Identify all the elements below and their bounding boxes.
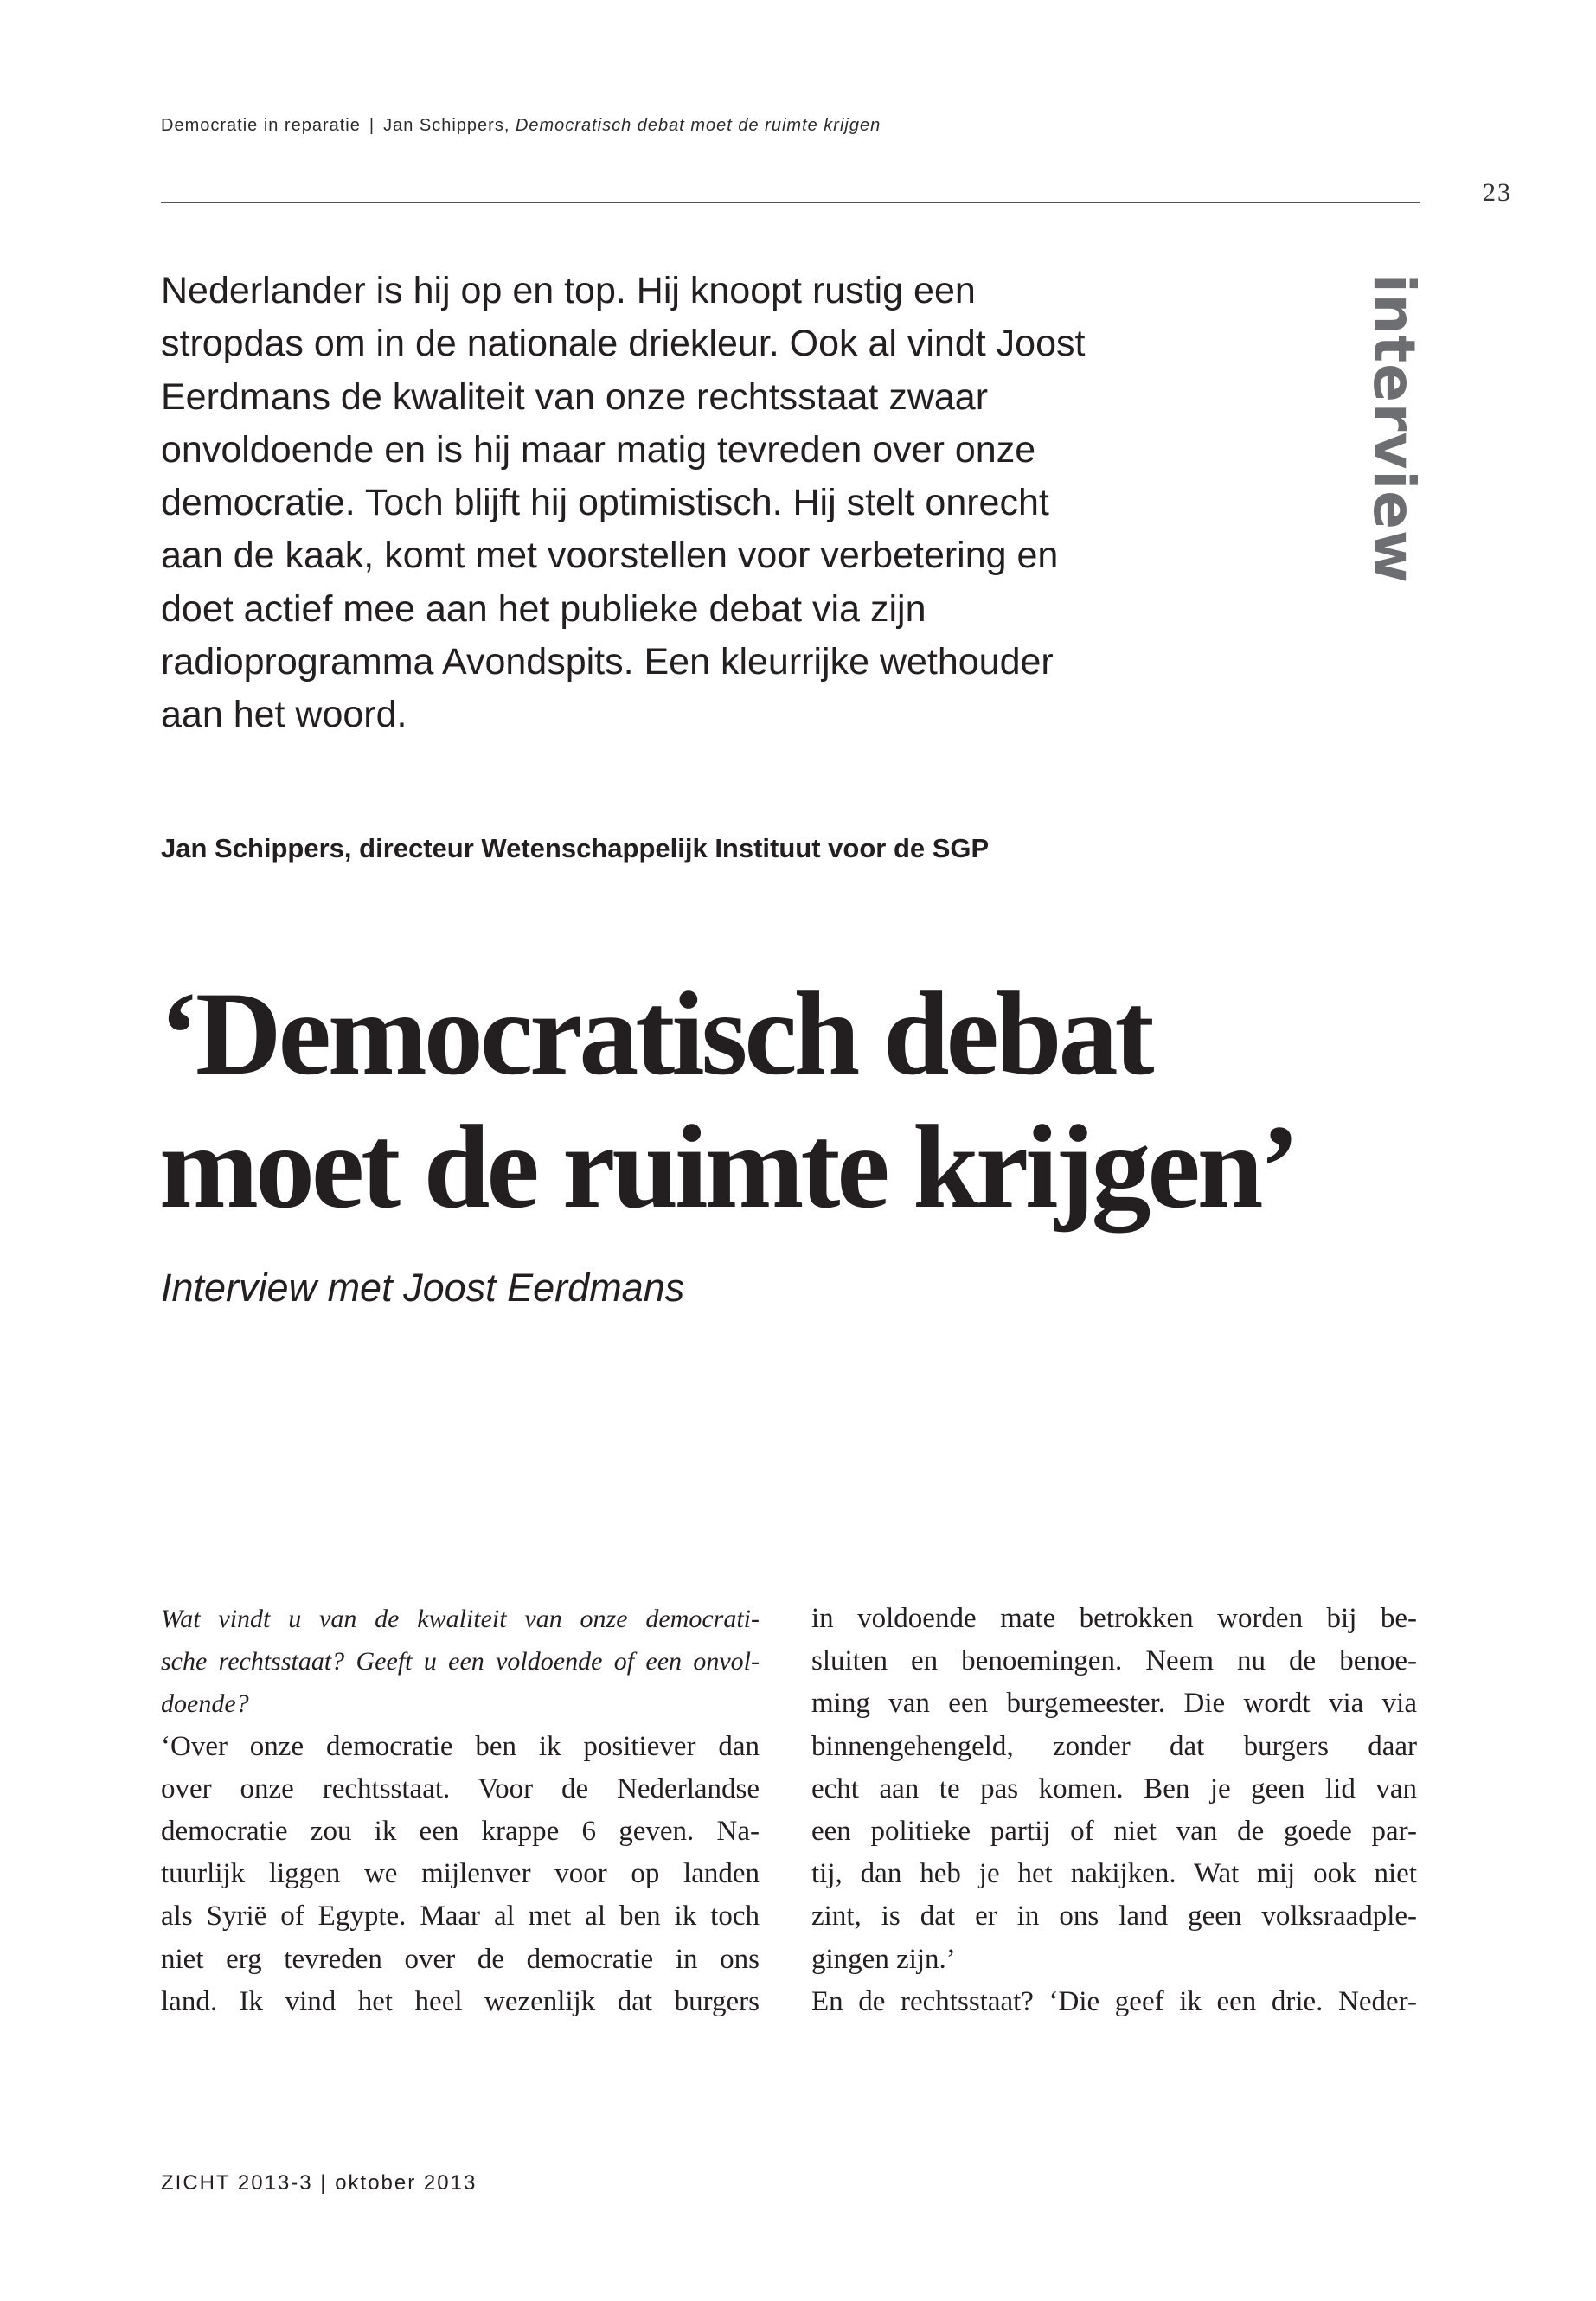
body-line: ming van een burgemeester. Die wordt via via (811, 1688, 1417, 1720)
author-byline: Jan Schippers, directeur Wetenschappelijk Instituut voor de SGP (161, 833, 990, 863)
body-line: En de rechtsstaat? ‘Die geef ik een drie. Neder- (811, 1985, 1417, 2017)
question-line: Wat vindt u van de kwaliteit van onze democrati- (161, 1605, 760, 1633)
intro-line: democratie. Toch blijft hij optimistisch. Hij stelt onrecht (161, 482, 1049, 524)
title-line: moet de ruimte krijgen’ (159, 1100, 1297, 1233)
running-head-section: Democratie in reparatie (161, 116, 361, 135)
running-head (161, 116, 881, 136)
section-label-vertical: interview (1361, 273, 1427, 584)
body-line: een politieke partij of niet van de goede par- (811, 1816, 1417, 1848)
intro-line: doet actief mee aan het publieke debat via zijn (161, 587, 926, 630)
body-line: tij, dan heb je het nakijken. Wat mij ook niet (811, 1858, 1417, 1890)
intro-line: aan het woord. (161, 694, 407, 736)
body-line: gingen zijn.’ (811, 1943, 956, 1975)
question-line: sche rechtsstaat? Geeft u een voldoende of een onvol- (161, 1647, 760, 1676)
answer-line: niet erg tevreden over de democratie in ons (161, 1943, 760, 1975)
body-line: echt aan te pas komen. Ben je geen lid van (811, 1772, 1417, 1804)
intro-line: radioprogramma Avondspits. Een kleurrijke wethouder (161, 641, 1054, 683)
intro-line: Nederlander is hij op en top. Hij knoopt rustig een (161, 270, 976, 311)
answer-line: land. Ik vind het heel wezenlijk dat burgers (161, 1985, 760, 2017)
answer-line: ‘Over onze democratie ben ik positiever dan (161, 1730, 760, 1762)
body-line: zint, is dat er in ons land geen volksraadple- (811, 1900, 1417, 1932)
running-head-title: Democratisch debat moet de ruimte krijgen (515, 116, 881, 135)
intro-line: aan de kaak, komt met voorstellen voor verbetering en (161, 535, 1059, 577)
intro-line: stropdas om in de nationale driekleur. Ook al vindt Joost (161, 323, 1086, 365)
body-column-left (161, 1598, 760, 2023)
body-line: in voldoende mate betrokken worden bij be- (811, 1603, 1417, 1634)
article-subtitle: Interview met Joost Eerdmans (161, 1266, 685, 1310)
answer-line: over onze rechtsstaat. Voor de Nederlandse (161, 1772, 760, 1804)
page-footer: ZICHT 2013-3 | oktober 2013 (161, 2171, 478, 2195)
running-head-author: Jan Schippers, (383, 116, 510, 135)
running-head-separator: | (369, 116, 375, 135)
intro-line: Eerdmans de kwaliteit van onze rechtsstaat zwaar (161, 375, 989, 418)
title-line: ‘Democratisch debat (159, 967, 1151, 1099)
body-column-right (811, 1598, 1417, 2023)
intro-lead (161, 265, 1121, 742)
body-line: binnengehengeld, zonder dat burgers daar (811, 1730, 1417, 1762)
page-number: 23 (1483, 178, 1512, 207)
intro-line: onvoldoende en is hij maar matig tevreden over onze (161, 428, 1036, 471)
answer-line: democratie zou ik een krappe 6 geven. Na- (161, 1816, 760, 1848)
header-rule (161, 202, 1420, 203)
body-line: sluiten en benoemingen. Neem nu de benoe- (811, 1645, 1417, 1677)
answer-line: tuurlijk liggen we mijlenver voor op landen (161, 1858, 760, 1890)
question-line: doende? (161, 1689, 249, 1719)
answer-line: als Syrië of Egypte. Maar al met al ben ik toch (161, 1900, 760, 1932)
article-title (159, 967, 1296, 1234)
